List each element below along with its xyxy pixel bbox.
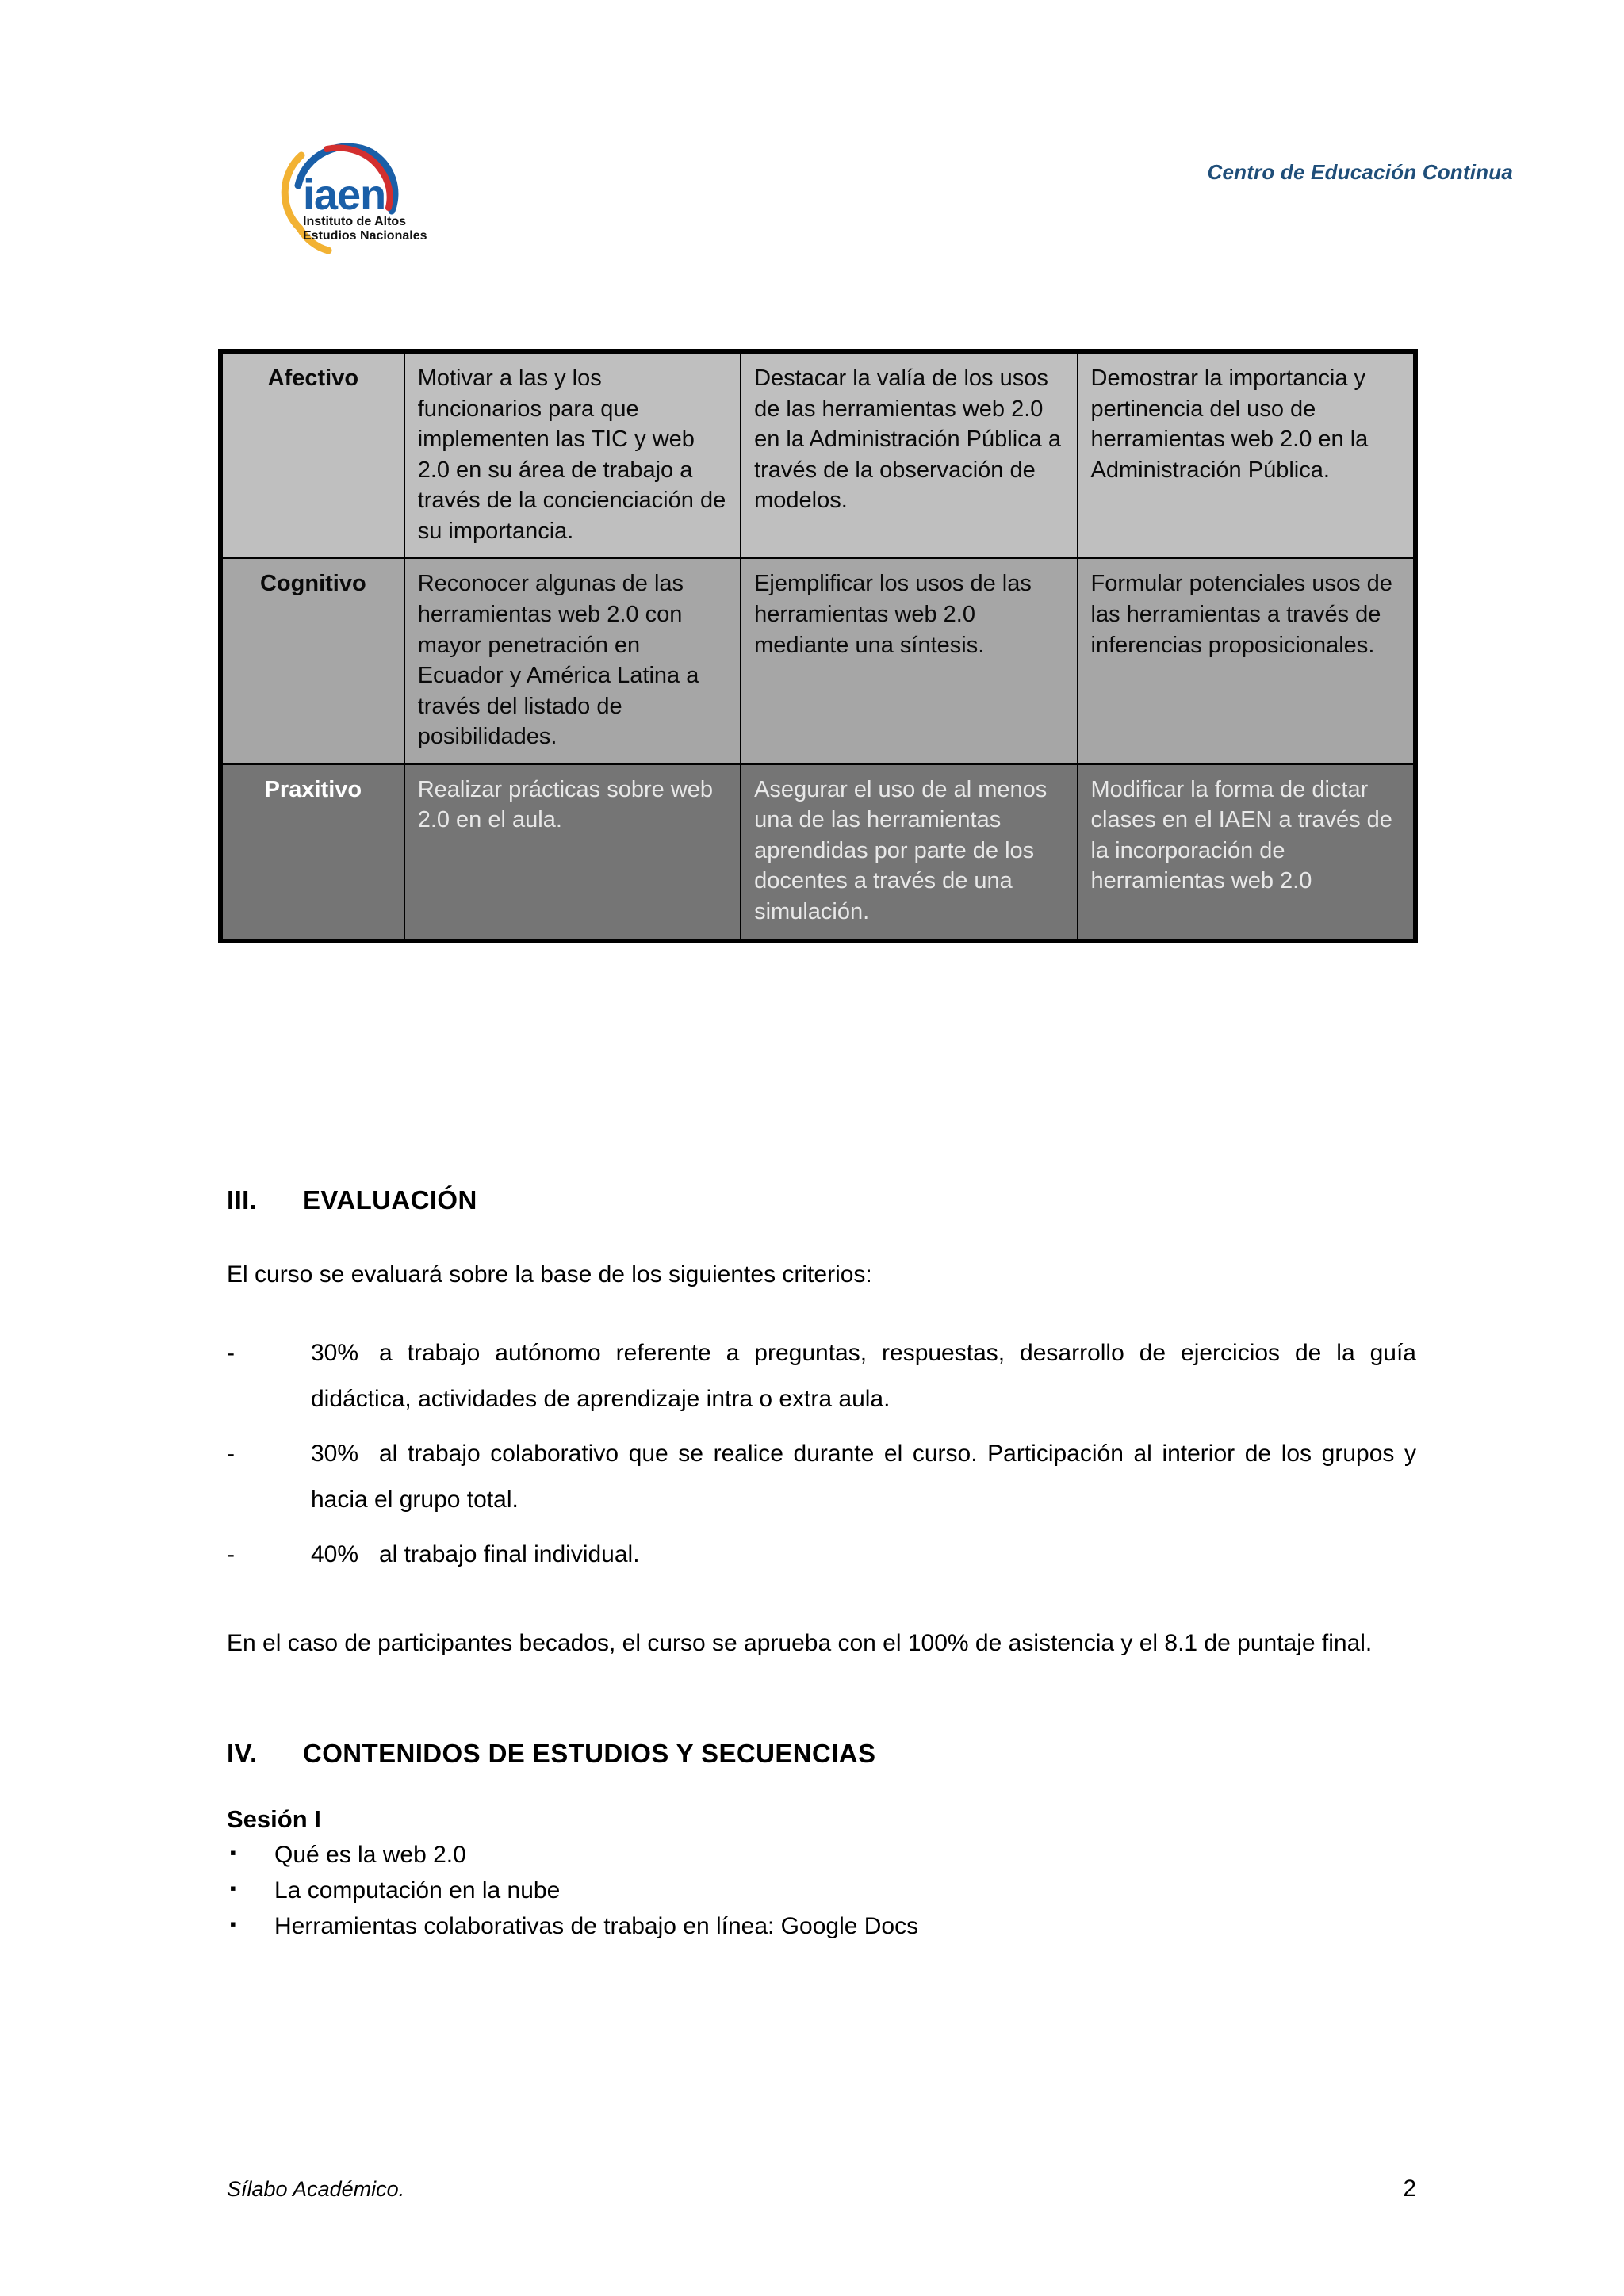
table-row xyxy=(220,558,1415,763)
square-bullet-icon: ▪ xyxy=(230,1877,236,1898)
header-title: Centro de Educación Continua xyxy=(1207,160,1513,184)
criterion-text: a trabajo autónomo referente a preguntas, respuestas, desarrollo de ejercicios de la guía didáctica, actividades de aprendizaje intra o extra aula. xyxy=(311,1339,1416,1412)
sesion-title: Sesión I xyxy=(227,1804,321,1833)
section-heading-evaluacion xyxy=(227,1185,1416,1215)
topic-text: La computación en la nube xyxy=(274,1877,561,1904)
section-title: CONTENIDOS DE ESTUDIOS Y SECUENCIAS xyxy=(303,1738,876,1768)
table-row xyxy=(220,351,1415,558)
square-bullet-icon: ▪ xyxy=(230,1913,236,1934)
list-item xyxy=(227,1330,1416,1423)
table-cell-objective: Demostrar la importancia y pertinencia del uso de herramientas web 2.0 en la Administración Pública. xyxy=(1078,351,1416,558)
list-item xyxy=(227,1837,1416,1873)
section-numeral: III. xyxy=(227,1185,258,1215)
iaen-logo xyxy=(252,125,466,260)
topic-text: Herramientas colaborativas de trabajo en línea: Google Docs xyxy=(274,1912,919,1939)
table-cell-objective: Modificar la forma de dictar clases en el IAEN a través de la incorporación de herramientas web 2.0 xyxy=(1078,764,1416,941)
criterion-text: al trabajo final individual. xyxy=(379,1540,640,1567)
dash-bullet-icon: - xyxy=(227,1339,235,1366)
dash-bullet-icon: - xyxy=(227,1440,235,1467)
criterion-percent: 30% xyxy=(311,1440,359,1467)
table-cell-objective: Reconocer algunas de las herramientas web 2.0 con mayor penetración en Ecuador y América Latina a través del listado de posibilidades. xyxy=(404,558,741,763)
list-item xyxy=(227,1908,1416,1944)
criteria-list xyxy=(227,1330,1416,1578)
list-item xyxy=(227,1873,1416,1908)
table-cell-objective: Ejemplificar los usos de las herramientas web 2.0 mediante una síntesis. xyxy=(741,558,1077,763)
table-cell-objective: Formular potenciales usos de las herramientas a través de inferencias proposicionales. xyxy=(1078,558,1416,763)
page-footer xyxy=(227,2175,1416,2202)
becados-paragraph: En el caso de participantes becados, el curso se aprueba con el 100% de asistencia y el 8.1 de puntaje final. xyxy=(227,1630,1373,1656)
table-cell-objective: Asegurar el uso de al menos una de las herramientas aprendidas por parte de los docentes a través de una simulación. xyxy=(741,764,1077,941)
table-cell-objective: Destacar la valía de los usos de las herramientas web 2.0 en la Administración Pública a través de la observación de modelos. xyxy=(741,351,1077,558)
iaen-logo-icon xyxy=(252,125,466,260)
svg-text:Instituto de Altos: Instituto de Altos xyxy=(303,215,407,228)
table-cell-category: Cognitivo xyxy=(220,558,404,763)
page-number: 2 xyxy=(1403,2175,1416,2202)
criterion-text: al trabajo colaborativo que se realice durante el curso. Participación al interior de los grupos y hacia el grupo total. xyxy=(311,1440,1416,1513)
criterion-percent: 30% xyxy=(311,1339,359,1366)
dash-bullet-icon: - xyxy=(227,1540,235,1567)
criterion-percent: 40% xyxy=(311,1540,359,1567)
objectives-table xyxy=(218,349,1418,943)
topic-text: Qué es la web 2.0 xyxy=(274,1841,466,1868)
footer-document-label: Sílabo Académico. xyxy=(227,2177,405,2201)
table-cell-category: Praxitivo xyxy=(220,764,404,941)
objectives-table-container xyxy=(218,349,1418,943)
evaluacion-intro-paragraph: El curso se evaluará sobre la base de los siguientes criterios: xyxy=(227,1261,872,1288)
section-numeral: IV. xyxy=(227,1738,258,1768)
square-bullet-icon: ▪ xyxy=(230,1842,236,1862)
section-heading-contenidos xyxy=(227,1739,1416,1769)
table-cell-objective: Realizar prácticas sobre web 2.0 en el aula. xyxy=(404,764,741,941)
svg-text:Estudios Nacionales: Estudios Nacionales xyxy=(303,229,427,243)
table-row xyxy=(220,764,1415,941)
list-item xyxy=(227,1532,1416,1578)
page-header xyxy=(0,119,1624,262)
table-cell-category: Afectivo xyxy=(220,351,404,558)
topics-list xyxy=(227,1837,1416,1944)
table-cell-objective: Motivar a las y los funcionarios para que implementen las TIC y web 2.0 en su área de trabajo a través de la concienciación de su importancia. xyxy=(404,351,741,558)
list-item xyxy=(227,1431,1416,1524)
document-body xyxy=(227,1185,1416,1944)
section-title: EVALUACIÓN xyxy=(303,1185,477,1215)
svg-text:iaen: iaen xyxy=(303,171,386,219)
